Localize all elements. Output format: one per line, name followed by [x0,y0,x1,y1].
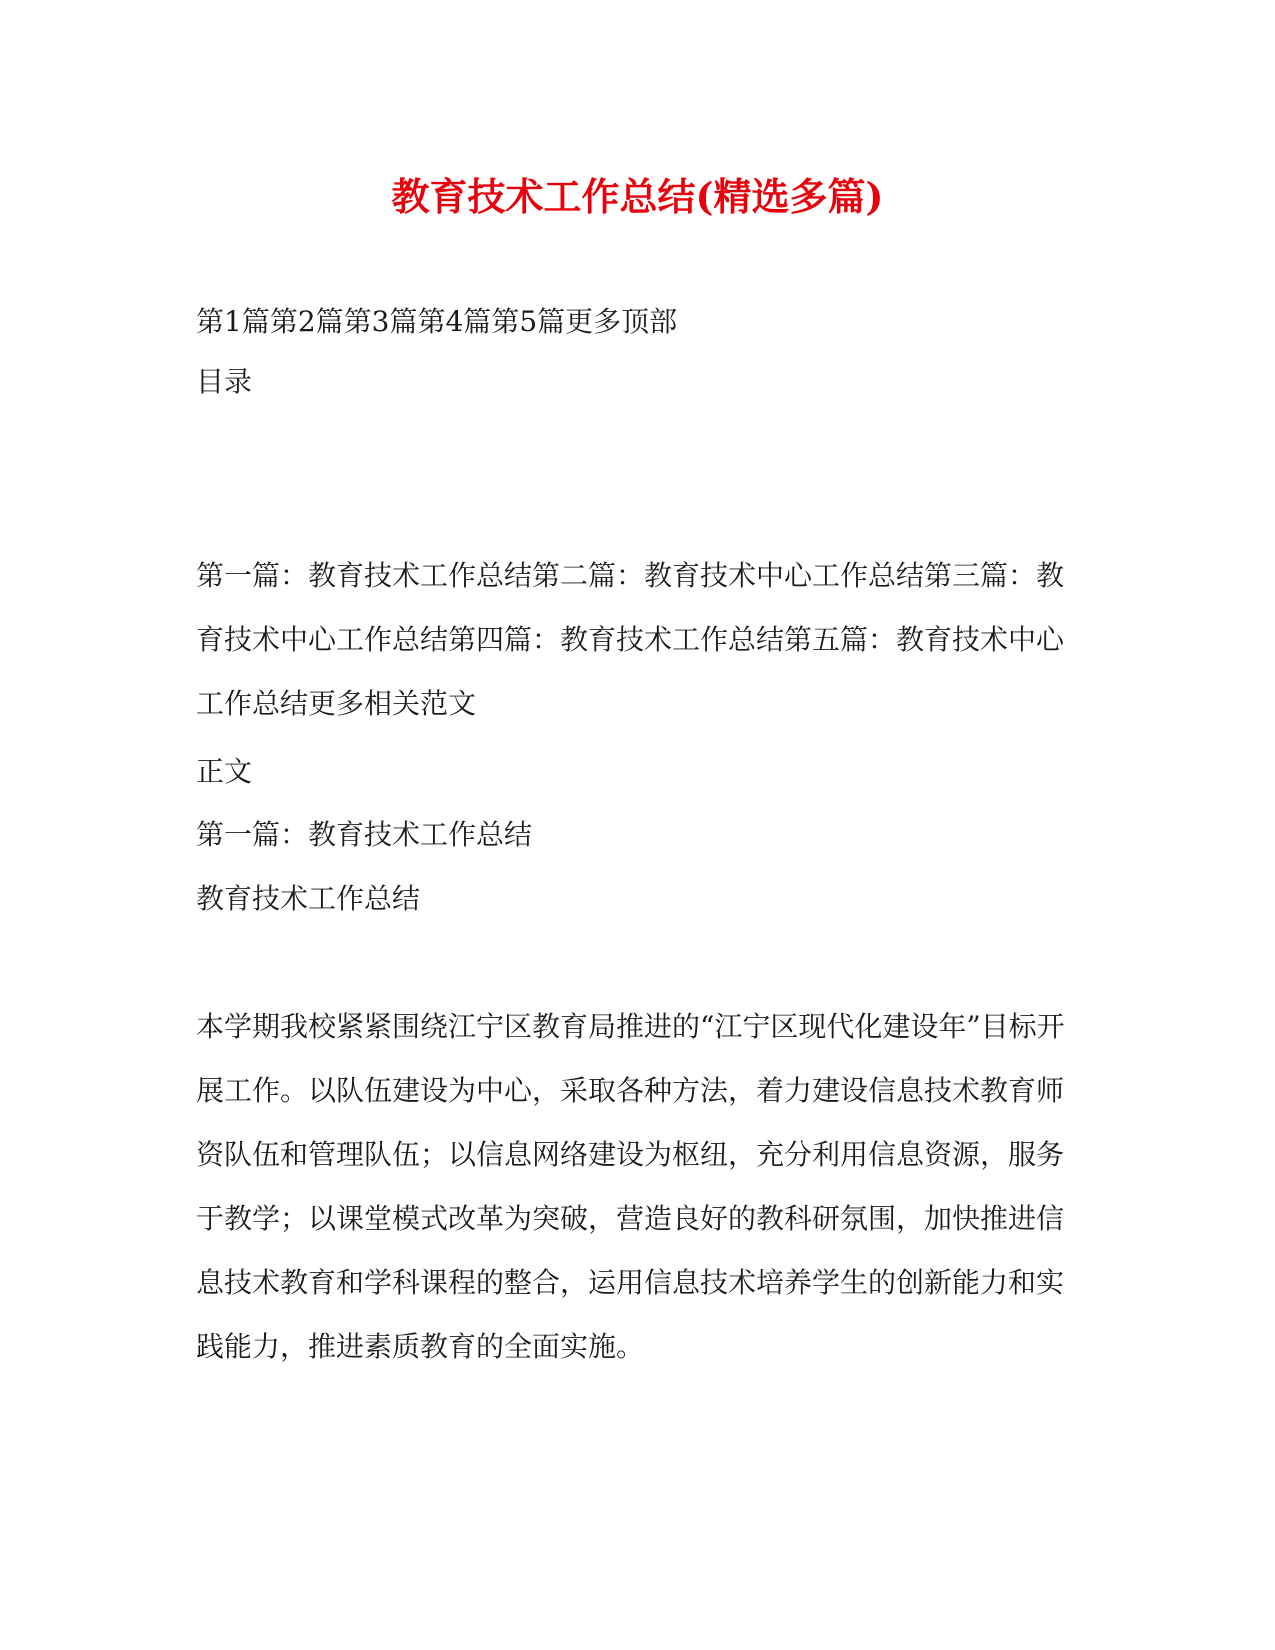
toc-list: 第一篇：教育技术工作总结第二篇：教育技术中心工作总结第三篇：教育技术中心工作总结第四篇：教育技术工作总结第五篇：教育技术中心工作总结更多相关范文 [196,559,1065,720]
body-heading: 正文 [196,755,253,788]
nav-link-part-3[interactable]: 第3篇 [343,305,418,338]
article-title: 第一篇：教育技术工作总结 [196,818,533,851]
nav-link-part-4[interactable]: 第4篇 [417,305,492,338]
nav-link-more[interactable]: 更多 [565,305,622,338]
section-nav [196,290,1076,354]
body-paragraph: 本学期我校紧紧围绕江宁区教育局推进的“江宁区现代化建设年”目标开展工作。以队伍建设为中心，采取各种方法，着力建设信息技术教育师资队伍和管理队伍；以信息网络建设为枢纽，充分利用信息资源，服务于教学；以课堂模式改革为突破，营造良好的教科研氛围，加快推进信息技术教育和学科课程的整合，运用信息技术培养学生的创新能力和实践能力，推进素质教育的全面实施。 [196,1010,1065,1363]
nav-link-top[interactable]: 顶部 [621,305,678,338]
nav-link-part-1[interactable]: 第1篇 [196,305,270,338]
nav-link-part-5[interactable]: 第5篇 [491,305,566,338]
toc-heading: 目录 [196,365,253,398]
document-title: 教育技术工作总结(精选多篇) [391,174,884,219]
article-subtitle: 教育技术工作总结 [196,882,421,915]
nav-link-part-2[interactable]: 第2篇 [269,305,344,338]
